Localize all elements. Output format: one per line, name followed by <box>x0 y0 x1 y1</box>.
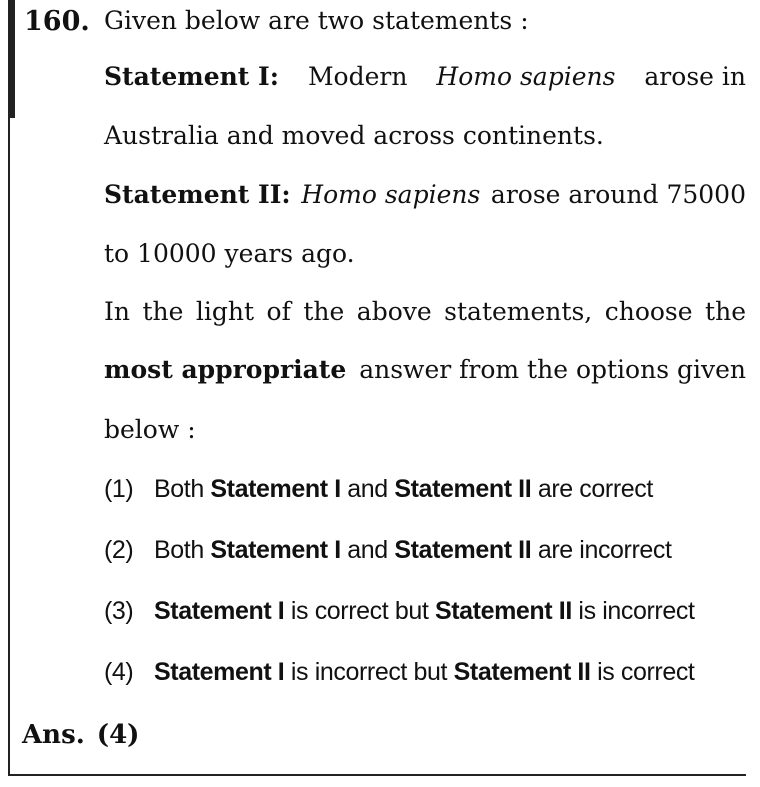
option-number: (3) <box>104 597 134 625</box>
option-statement-2: Statement II <box>453 658 591 686</box>
option-1[interactable] <box>104 474 653 504</box>
option-number: (2) <box>104 536 134 564</box>
instruction-bold: most appropriate <box>104 355 347 384</box>
question-intro: Given below are two statements : <box>104 6 529 35</box>
statement-1-text-b: arose in <box>644 62 746 91</box>
instruction-line-1: In the light of the above statements, choose the <box>104 297 746 326</box>
option-statement-1: Statement I <box>154 597 285 625</box>
option-statement-1: Statement I <box>154 658 285 686</box>
option-mid: and <box>347 536 388 564</box>
option-mid: is correct but <box>290 597 429 625</box>
instruction-line-3: below : <box>104 415 196 444</box>
option-post: are correct <box>537 475 653 503</box>
statement-2-line-1 <box>104 180 746 210</box>
option-statement-2: Statement II <box>394 536 532 564</box>
option-statement-2: Statement II <box>434 597 572 625</box>
option-mid: is incorrect but <box>290 658 448 686</box>
statement-2-line-2: to 10000 years ago. <box>104 239 355 268</box>
option-post: is incorrect <box>578 597 695 625</box>
option-statement-2: Statement II <box>394 475 532 503</box>
option-number: (4) <box>104 658 134 686</box>
option-mid: and <box>347 475 388 503</box>
frame-tick-mark <box>10 0 15 118</box>
answer <box>22 720 139 750</box>
statement-1-line-2: Australia and moved across continents. <box>104 121 604 150</box>
question-number: 160. <box>24 6 90 37</box>
option-statement-1: Statement I <box>210 475 341 503</box>
option-3[interactable] <box>104 596 694 626</box>
statement-2-species: Homo sapiens <box>301 180 481 209</box>
option-post: are incorrect <box>537 536 672 564</box>
instruction-line-2-text: answer from the options given <box>359 355 746 384</box>
statement-2-label: Statement II: <box>104 180 291 209</box>
statement-1-label: Statement I: <box>104 62 279 91</box>
statement-1-species: Homo sapiens <box>436 62 616 91</box>
option-pre: Both <box>154 536 204 564</box>
statement-1-line-1 <box>104 62 746 92</box>
answer-label: Ans. <box>22 720 85 750</box>
instruction-line-2 <box>104 355 746 385</box>
option-number: (1) <box>104 475 134 503</box>
statement-1-text-a: Modern <box>307 62 408 91</box>
statement-2-text: arose around 75000 <box>490 180 746 209</box>
option-2[interactable] <box>104 535 672 565</box>
option-post: is correct <box>597 658 695 686</box>
option-4[interactable] <box>104 657 694 687</box>
option-pre: Both <box>154 475 204 503</box>
option-statement-1: Statement I <box>210 536 341 564</box>
answer-value: (4) <box>96 720 140 750</box>
